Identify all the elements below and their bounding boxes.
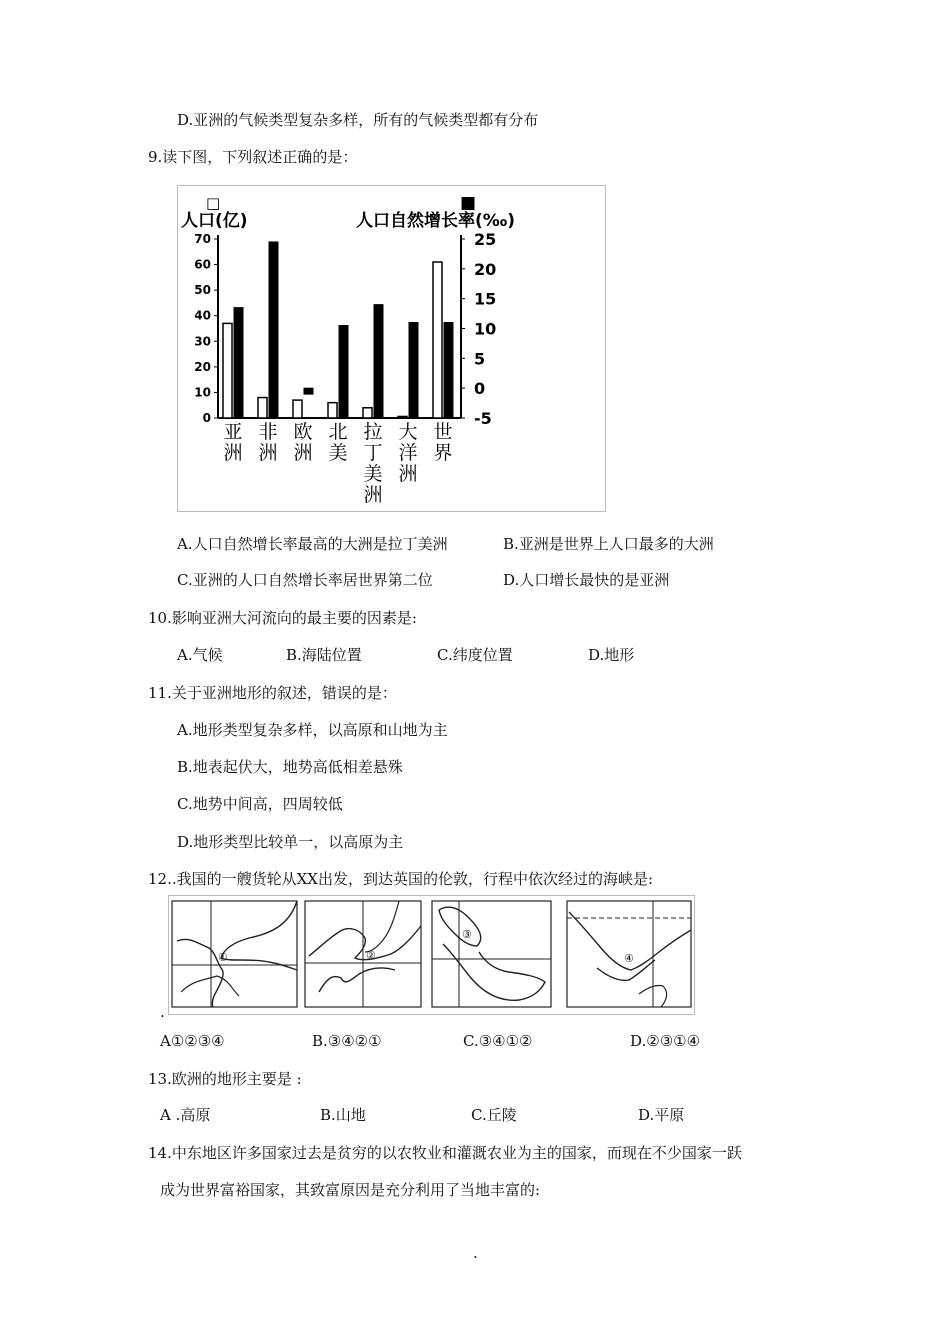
- right-tick-label: 0: [474, 379, 486, 399]
- strait-label-4: ④: [624, 952, 634, 965]
- left-tick-label: 70: [194, 232, 211, 246]
- left-tick-label: 40: [194, 308, 211, 323]
- q11-option-b: B.地表起伏大，地势高低相差悬殊: [177, 758, 403, 776]
- category-label: 洲: [293, 442, 313, 464]
- q13-option-a: A .高原: [160, 1106, 211, 1124]
- q10-option-b: B.海陆位置: [286, 646, 362, 664]
- q13-stem: 13.欧洲的地形主要是 :: [148, 1070, 302, 1088]
- q10-option-d: D.地形: [588, 646, 635, 664]
- growth-bar: [269, 242, 278, 418]
- right-tick-label: 5: [474, 349, 486, 369]
- category-label: 亚: [223, 421, 243, 443]
- q10-option-c: C.纬度位置: [437, 646, 513, 664]
- strait-maps-svg: [169, 896, 694, 1014]
- strait-label-1: ①: [218, 951, 228, 964]
- page-footer-dot: .: [473, 1244, 478, 1262]
- strait-map-2: [305, 901, 421, 1007]
- q12-option-d: D.②③①④: [630, 1032, 701, 1050]
- population-bar: [258, 398, 267, 418]
- right-tick-label: 20: [474, 259, 497, 279]
- population-bar: [293, 400, 302, 418]
- category-label: 北: [328, 421, 348, 443]
- q12-option-c: C.③④①②: [463, 1032, 533, 1050]
- right-tick-label: -5: [474, 409, 492, 428]
- q9-option-b: B.亚洲是世界上人口最多的大洲: [503, 535, 714, 553]
- category-label: 界: [433, 442, 453, 464]
- growth-bar: [444, 323, 453, 418]
- left-tick-label: 0: [202, 411, 211, 425]
- growth-bar: [234, 308, 243, 418]
- strait-label-2: ②: [366, 949, 376, 962]
- population-bar: [363, 408, 372, 418]
- q14-line-2: 成为世界富裕国家，其致富原因是充分利用了当地丰富的:: [160, 1181, 541, 1199]
- category-label: 洋: [398, 442, 418, 464]
- category-label: 美: [363, 463, 383, 485]
- population-bar: [328, 403, 337, 418]
- right-tick-label: 10: [474, 319, 497, 339]
- strait-map-3: [432, 901, 551, 1007]
- category-label: 丁: [363, 442, 383, 464]
- category-label: 世: [433, 421, 453, 443]
- category-label: 大: [398, 421, 418, 443]
- growth-bar: [374, 305, 383, 418]
- q12-option-b: B.③④②①: [312, 1032, 382, 1050]
- left-tick-label: 50: [194, 283, 211, 298]
- q14-line-1: 14.中东地区许多国家过去是贫穷的以农牧业和灌溉农业为主的国家，而现在不少国家一跃: [148, 1144, 742, 1162]
- population-bar: [223, 323, 232, 418]
- category-label: 非: [258, 421, 278, 443]
- strait-label-3: ③: [462, 928, 472, 941]
- left-tick-label: 10: [194, 385, 211, 400]
- legend-growth-symbol: ■: [460, 193, 477, 213]
- population-bar: [433, 262, 442, 418]
- population-bar: [398, 416, 407, 418]
- q13-option-d: D.平原: [638, 1106, 685, 1124]
- growth-bar: [339, 326, 348, 418]
- growth-bar: [304, 388, 313, 394]
- strait-map-1: [172, 901, 297, 1007]
- right-tick-label: 25: [474, 230, 497, 249]
- q8-option-d: D.亚洲的气候类型复杂多样，所有的气候类型都有分布: [177, 111, 539, 129]
- q12-stem: 12..我国的一艘货轮从XX出发，到达英国的伦敦，行程中依次经过的海峡是:: [148, 870, 654, 888]
- right-tick-label: 15: [474, 289, 497, 309]
- strait-map-4: [567, 901, 691, 1007]
- strait-map-strip: [168, 895, 695, 1015]
- q11-option-c: C.地势中间高，四周较低: [177, 795, 343, 813]
- q9-stem: 9.读下图，下列叙述正确的是：: [148, 148, 358, 166]
- legend-population-symbol: □: [206, 194, 221, 212]
- q13-option-b: B.山地: [320, 1106, 366, 1124]
- category-label: 洲: [363, 484, 383, 506]
- q12-option-a: A①②③④: [160, 1032, 225, 1050]
- left-axis-title: 人口(亿): [181, 211, 248, 231]
- left-tick-label: 30: [194, 334, 211, 349]
- stray-dot: .: [160, 1003, 165, 1021]
- category-label: 洲: [223, 442, 243, 464]
- population-chart-svg: [178, 186, 605, 511]
- q11-option-d: D.地形类型比较单一，以高原为主: [177, 833, 404, 851]
- q9-option-a: A.人口自然增长率最高的大洲是拉丁美洲: [177, 535, 448, 553]
- q11-stem: 11.关于亚洲地形的叙述，错误的是：: [148, 684, 397, 702]
- category-label: 欧: [293, 421, 313, 443]
- q10-stem: 10.影响亚洲大河流向的最主要的因素是:: [148, 609, 417, 627]
- q13-option-c: C.丘陵: [471, 1106, 517, 1124]
- growth-bar: [409, 323, 418, 418]
- q9-option-c: C.亚洲的人口自然增长率居世界第二位: [177, 571, 433, 589]
- population-chart: [177, 185, 606, 512]
- q10-option-a: A.气候: [177, 646, 223, 664]
- right-axis-title: 人口自然增长率(‰): [356, 211, 516, 231]
- q11-option-a: A.地形类型复杂多样，以高原和山地为主: [177, 721, 448, 739]
- category-label: 美: [328, 442, 348, 464]
- category-label: 洲: [398, 463, 418, 485]
- q9-option-d: D.人口增长最快的是亚洲: [503, 571, 670, 589]
- left-tick-label: 20: [194, 359, 211, 374]
- category-label: 洲: [258, 442, 278, 464]
- category-label: 拉: [363, 421, 383, 443]
- left-tick-label: 60: [194, 257, 211, 272]
